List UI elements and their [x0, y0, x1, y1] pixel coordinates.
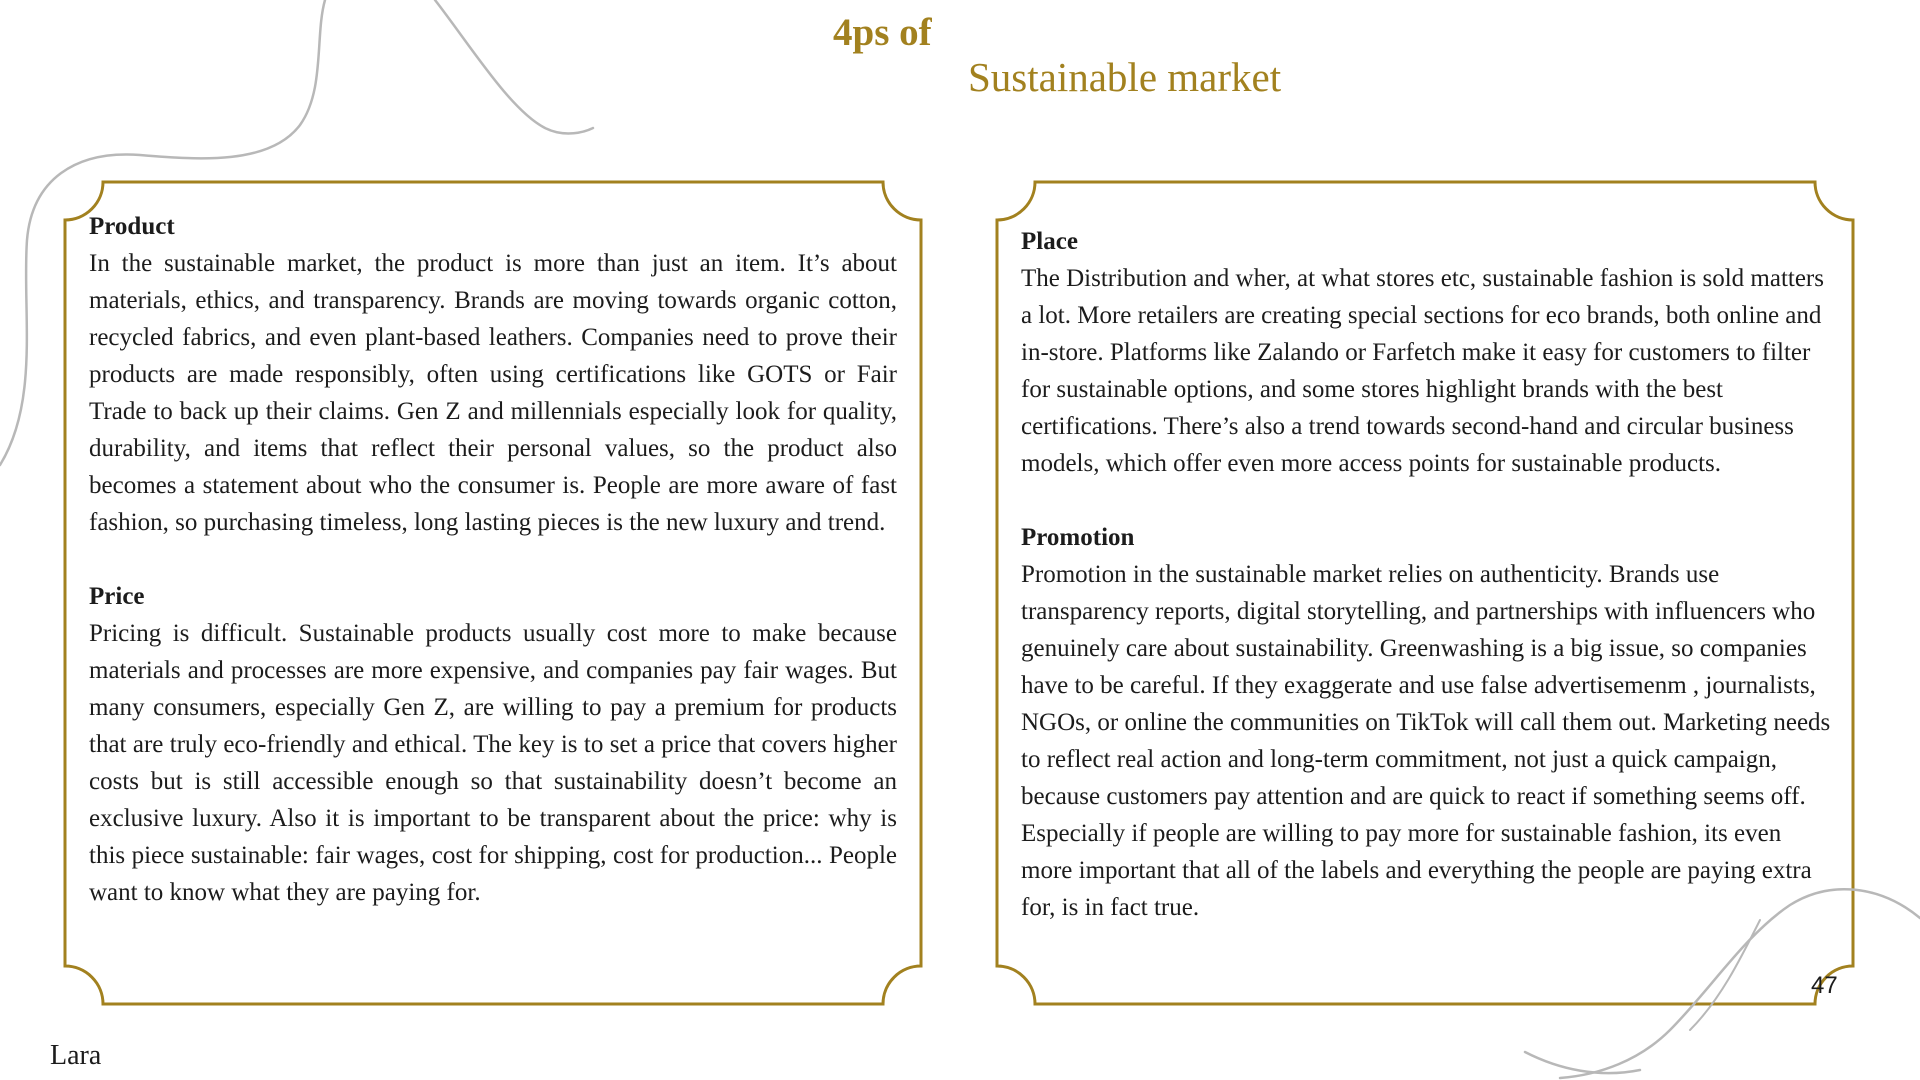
product-body: In the sustainable market, the product is more than just an item. It’s about materials, ethics, and transparency. Brands are moving towards organic cotton, recycled fabrics, and even plant-based leathers. Companies need to prove their products are made responsibly, often using certifications like GOTS or Fair Trade to back up their claims. Gen Z and millennials especially look for quality, durability, and items that reflect their personal values, so the product also becomes a statement about who the consumer is. People are more aware of fast fashion, so purchasing timeless, long lasting pieces is the new luxury and trend. — [89, 250, 897, 536]
author-name: Lara — [50, 1040, 102, 1071]
product-section — [89, 208, 897, 541]
right-card — [1021, 223, 1833, 926]
promotion-section — [1021, 519, 1833, 926]
product-heading: Product — [89, 213, 175, 240]
page-number: 47 — [1811, 972, 1838, 999]
left-card — [89, 208, 897, 911]
promotion-body: Promotion in the sustainable market relies on authenticity. Brands use transparency reports, digital storytelling, and partnerships with influencers who genuinely care about sustainability. Greenwashing is a big issue, so companies have to be careful. If they exaggerate and use false advertisemenm , journalists, NGOs, or online the communities on TikTok will call them out. Marketing needs to reflect real action and long-term commitment, not just a quick campaign, because customers pay attention and are quick to react if something seems off. Especially if people are willing to pay more for sustainable fashion, its even more important that all of the labels and everything the people are paying extra for, is in fact true. — [1021, 561, 1831, 921]
place-section — [1021, 223, 1833, 482]
title-line-2: Sustainable market — [968, 54, 1282, 100]
price-body: Pricing is difficult. Sustainable products usually cost more to make because materials and processes are more expensive, and companies pay fair wages. But many consumers, especially Gen Z, are willing to pay a premium for products that are truly eco-friendly and ethical. The key is to set a price that covers higher costs but is still accessible enough so that sustainability doesn’t become an exclusive luxury. Also it is important to be transparent about the price: why is this piece sustainable: fair wages, cost for shipping, cost for production... People want to know what they are paying for. — [89, 620, 897, 906]
price-section — [89, 578, 897, 911]
promotion-heading: Promotion — [1021, 524, 1135, 551]
place-body: The Distribution and wher, at what stores etc, sustainable fashion is sold matters a lot. More retailers are creating special sections for eco brands, both online and in-store. Platforms like Zalando or Farfetch make it easy for customers to filter for sustainable options, and some stores highlight brands with the best certifications. There’s also a trend towards second-hand and circular business models, which offer even more access points for sustainable products. — [1021, 265, 1824, 477]
title-line-1: 4ps of — [833, 11, 932, 54]
place-heading: Place — [1021, 228, 1078, 255]
decorative-curve-bottom-right-2 — [1690, 920, 1760, 1030]
decorative-curve-top-center — [435, 0, 593, 133]
price-heading: Price — [89, 583, 145, 610]
